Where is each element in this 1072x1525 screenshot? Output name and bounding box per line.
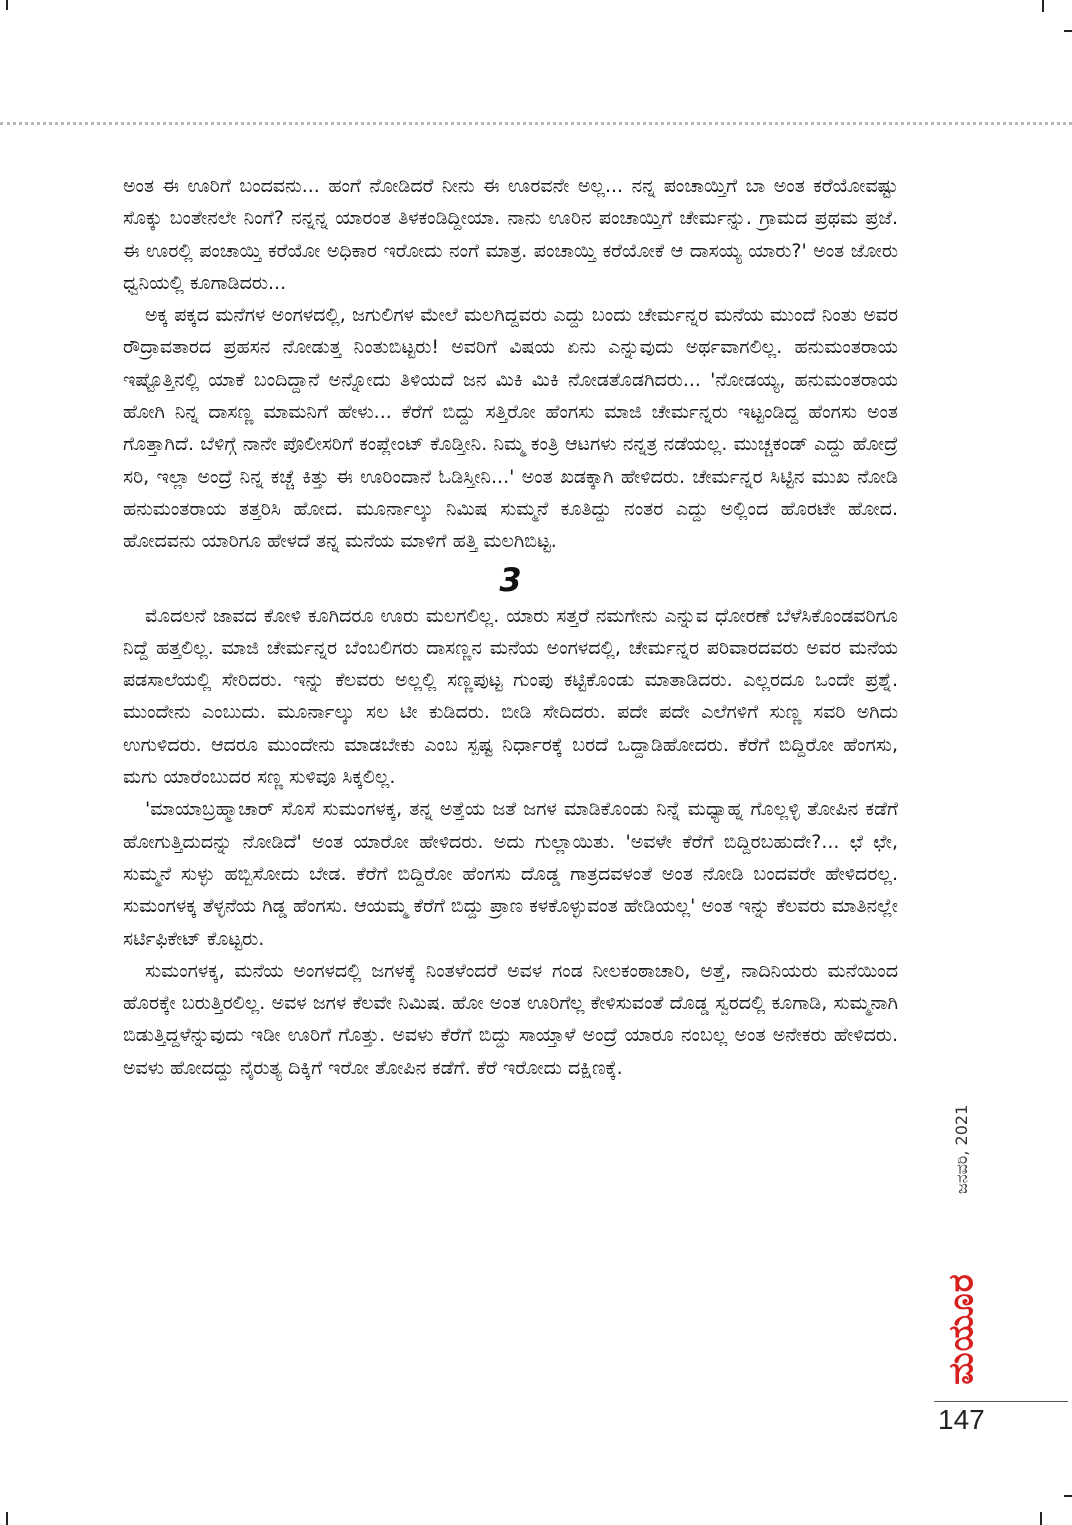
magazine-logo-text: ಮಯೂರ bbox=[942, 1273, 982, 1385]
header-dotted-rule bbox=[0, 122, 1072, 125]
magazine-logo bbox=[934, 1268, 990, 1390]
crop-mark-right-lower bbox=[1064, 1495, 1072, 1497]
paragraph: 'ಮಾಯಾಬ್ರಹ್ಮಾಚಾರ್ ಸೊಸೆ ಸುಮಂಗಳಕ್ಕ, ತನ್ನ ಅತ್ತೆಯ ಜತೆ ಜಗಳ ಮಾಡಿಕೊಂಡು ನಿನ್ನೆ ಮಧ್ಯಾಹ್ನ ಗೊಲ್ಲಳ್ಳಿ ತೋಪಿನ ಕಡೆಗೆ ಹೋಗುತ್ತಿದುದನ್ನು ನೋಡಿದೆ' ಅಂತ ಯಾರೋ ಹೇಳಿದರು. ಅದು ಗುಲ್ಲಾಯಿತು. 'ಅವಳೇ ಕೆರೆಗೆ ಬಿದ್ದಿರಬಹುದೇ?... ಛೆ ಛೇ, ಸುಮ್ಮನೆ ಸುಳ್ಳು ಹಬ್ಬಿಸೋದು ಬೇಡ. ಕೆರೆಗೆ ಬಿದ್ದಿರೋ ಹೆಂಗಸು ದೊಡ್ಡ ಗಾತ್ರದವಳಂತೆ ಅಂತ ನೋಡಿ ಬಂದವರೇ ಹೇಳಿದರಲ್ಲ. ಸುಮಂಗಳಕ್ಕ ತೆಳ್ಳನೆಯ ಗಿಡ್ಡ ಹೆಂಗಸು. ಆಯಮ್ಮ ಕೆರೆಗೆ ಬಿದ್ದು ಪ್ರಾಣ ಕಳಕೊಳ್ಳುವಂತ ಹೇಡಿಯಲ್ಲ' ಅಂತ ಇನ್ನು ಕೆಲವರು ಮಾತಿನಲ್ಲೇ ಸರ್ಟಿಫಿಕೇಟ್ ಕೊಟ್ಟರು. bbox=[123, 798, 898, 950]
crop-mark-bottom-left bbox=[6, 1512, 8, 1525]
page-number: 147 bbox=[938, 1404, 985, 1435]
article-text-column bbox=[123, 170, 898, 1415]
crop-mark-top-right bbox=[1042, 0, 1044, 12]
section-number: 3 bbox=[499, 560, 522, 599]
paragraph: ಮೊದಲನೆ ಜಾವದ ಕೋಳಿ ಕೂಗಿದರೂ ಊರು ಮಲಗಲಿಲ್ಲ. ಯಾರು ಸತ್ತರೆ ನಮಗೇನು ಎನ್ನುವ ಧೋರಣೆ ಬೆಳೆಸಿಕೊಂಡವರಿಗೂ ನಿದ್ದೆ ಹತ್ತಲಿಲ್ಲ. ಮಾಜಿ ಚೇರ್ಮನ್ನರ ಬೆಂಬಲಿಗರು ದಾಸಣ್ಣನ ಮನೆಯ ಅಂಗಳದಲ್ಲಿ, ಚೇರ್ಮನ್ನರ ಪರಿವಾರದವರು ಅವರ ಮನೆಯ ಪಡಸಾಲೆಯಲ್ಲಿ ಸೇರಿದರು. ಇನ್ನು ಕೆಲವರು ಅಲ್ಲಲ್ಲಿ ಸಣ್ಣಪುಟ್ಟ ಗುಂಪು ಕಟ್ಟಿಕೊಂಡು ಮಾತಾಡಿದರು. ಎಲ್ಲರದೂ ಒಂದೇ ಪ್ರಶ್ನೆ. ಮುಂದೇನು ಎಂಬುದು. ಮೂರ್ನಾಲ್ಕು ಸಲ ಟೀ ಕುಡಿದರು. ಬೀಡಿ ಸೇದಿದರು. ಪದೇ ಪದೇ ಎಲೆಗಳಿಗೆ ಸುಣ್ಣ ಸವರಿ ಅಗಿದು ಉಗುಳಿದರು. ಆದರೂ ಮುಂದೇನು ಮಾಡಬೇಕು ಎಂಬ ಸ್ಪಷ್ಟ ನಿರ್ಧಾರಕ್ಕೆ ಬರದೆ ಒದ್ದಾಡಿಹೋದರು. ಕೆರೆಗೆ ಬಿದ್ದಿರೋ ಹೆಂಗಸು, ಮಗು ಯಾರೆಂಬುದರ ಸಣ್ಣ ಸುಳಿವೂ ಸಿಕ್ಕಲಿಲ್ಲ. bbox=[123, 604, 898, 789]
crop-mark-bottom-right bbox=[1040, 1512, 1042, 1525]
crop-mark-right-upper bbox=[1064, 30, 1072, 32]
paragraph: ಅಂತ ಈ ಊರಿಗೆ ಬಂದವನು... ಹಂಗೆ ನೋಡಿದರೆ ನೀನು ಈ ಊರವನೇ ಅಲ್ಲ... ನನ್ನ ಪಂಚಾಯ್ತಿಗೆ ಬಾ ಅಂತ ಕರೆಯೋವಷ್ಟು ಸೊಕ್ಕು ಬಂತೇನಲೇ ನಿಂಗೆ? ನನ್ನನ್ನ ಯಾರಂತ ತಿಳಕಂಡಿದ್ದೀಯಾ. ನಾನು ಊರಿನ ಪಂಚಾಯ್ತಿಗೆ ಚೇರ್ಮನ್ನು. ಗ್ರಾಮದ ಪ್ರಥಮ ಪ್ರಜೆ. ಈ ಊರಲ್ಲಿ ಪಂಚಾಯ್ತಿ ಕರೆಯೋ ಅಧಿಕಾರ ಇರೋದು ನಂಗೆ ಮಾತ್ರ. ಪಂಚಾಯ್ತಿ ಕರೆಯೋಕೆ ಆ ದಾಸಯ್ಯ ಯಾರು?' ಅಂತ ಜೋರು ಧ್ವನಿಯಲ್ಲಿ ಕೂಗಾಡಿದರು... bbox=[123, 175, 898, 294]
paragraph: ಅಕ್ಕ ಪಕ್ಕದ ಮನೆಗಳ ಅಂಗಳದಲ್ಲಿ, ಜಗುಲಿಗಳ ಮೇಲೆ ಮಲಗಿದ್ದವರು ಎದ್ದು ಬಂದು ಚೇರ್ಮನ್ನರ ಮನೆಯ ಮುಂದೆ ನಿಂತು ಅವರ ರೌದ್ರಾವತಾರದ ಪ್ರಹಸನ ನೋಡುತ್ತ ನಿಂತುಬಿಟ್ಟರು! ಅವರಿಗೆ ವಿಷಯ ಏನು ಎನ್ನುವುದು ಅರ್ಥವಾಗಲಿಲ್ಲ. ಹನುಮಂತರಾಯ ಇಷ್ಟೊತ್ತಿನಲ್ಲಿ ಯಾಕೆ ಬಂದಿದ್ದಾನೆ ಅನ್ನೋದು ತಿಳಿಯದೆ ಜನ ಮಿಕಿ ಮಿಕಿ ನೋಡತೊಡಗಿದರು... 'ನೋಡಯ್ಯ, ಹನುಮಂತರಾಯ ಹೋಗಿ ನಿನ್ನ ದಾಸಣ್ಣ ಮಾಮನಿಗೆ ಹೇಳು... ಕೆರೆಗೆ ಬಿದ್ದು ಸತ್ತಿರೋ ಹೆಂಗಸು ಮಾಜಿ ಚೇರ್ಮನ್ನರು ಇಟ್ಟಂಡಿದ್ದ ಹೆಂಗಸು ಅಂತ ಗೊತ್ತಾಗಿದೆ. ಬೆಳಿಗ್ಗೆ ನಾನೇ ಪೊಲೀಸರಿಗೆ ಕಂಪ್ಲೇಂಟ್ ಕೊಡ್ತೀನಿ. ನಿಮ್ಮ ಕಂತ್ರಿ ಆಟಗಳು ನನ್ನತ್ರ ನಡೆಯಲ್ಲ. ಮುಚ್ಚಕಂಡ್ ಎದ್ದು ಹೋದ್ರೆ ಸರಿ, ಇಲ್ಲಾ ಅಂದ್ರೆ ನಿನ್ನ ಕಚ್ಚೆ ಕಿತ್ತು ಈ ಊರಿಂದಾನೆ ಓಡಿಸ್ತೀನಿ...' ಅಂತ ಖಡಕ್ಕಾಗಿ ಹೇಳಿದರು. ಚೇರ್ಮನ್ನರ ಸಿಟ್ಟಿನ ಮುಖ ನೋಡಿ ಹನುಮಂತರಾಯ ತತ್ತರಿಸಿ ಹೋದ. ಮೂರ್ನಾಲ್ಕು ನಿಮಿಷ ಸುಮ್ಮನೆ ಕೂತಿದ್ದು ನಂತರ ಎದ್ದು ಅಲ್ಲಿಂದ ಹೊರಟೇ ಹೋದ. ಹೋದವನು ಯಾರಿಗೂ ಹೇಳದೆ ತನ್ನ ಮನೆಯ ಮಾಳಿಗೆ ಹತ್ತಿ ಮಲಗಿಬಿಟ್ಟ. bbox=[123, 304, 898, 553]
footer-rule bbox=[934, 1401, 1068, 1402]
crop-mark-top-left bbox=[6, 0, 8, 10]
paragraph: ಸುಮಂಗಳಕ್ಕ, ಮನೆಯ ಅಂಗಳದಲ್ಲಿ ಜಗಳಕ್ಕೆ ನಿಂತಳೆಂದರೆ ಅವಳ ಗಂಡ ನೀಲಕಂಠಾಚಾರಿ, ಅತ್ತೆ, ನಾದಿನಿಯರು ಮನೆಯಿಂದ ಹೊರಕ್ಕೇ ಬರುತ್ತಿರಲಿಲ್ಲ. ಅವಳ ಜಗಳ ಕೆಲವೇ ನಿಮಿಷ. ಹೋ ಅಂತ ಊರಿಗೆಲ್ಲ ಕೇಳಿಸುವಂತೆ ದೊಡ್ಡ ಸ್ವರದಲ್ಲಿ ಕೂಗಾಡಿ, ಸುಮ್ಮನಾಗಿ ಬಿಡುತ್ತಿದ್ದಳೆನ್ನುವುದು ಇಡೀ ಊರಿಗೆ ಗೊತ್ತು. ಅವಳು ಕೆರೆಗೆ ಬಿದ್ದು ಸಾಯ್ತಾಳೆ ಅಂದ್ರೆ ಯಾರೂ ನಂಬಲ್ಲ ಅಂತ ಅನೇಕರು ಹೇಳಿದರು. ಅವಳು ಹೋದದ್ದು ನೈರುತ್ಯ ದಿಕ್ಕಿಗೆ ಇರೋ ತೋಪಿನ ಕಡೆಗೆ. ಕೆರೆ ಇರೋದು ದಕ್ಷಿಣಕ್ಕೆ. bbox=[123, 959, 898, 1079]
issue-date: ಜನವರಿ, 2021 bbox=[952, 1105, 971, 1195]
